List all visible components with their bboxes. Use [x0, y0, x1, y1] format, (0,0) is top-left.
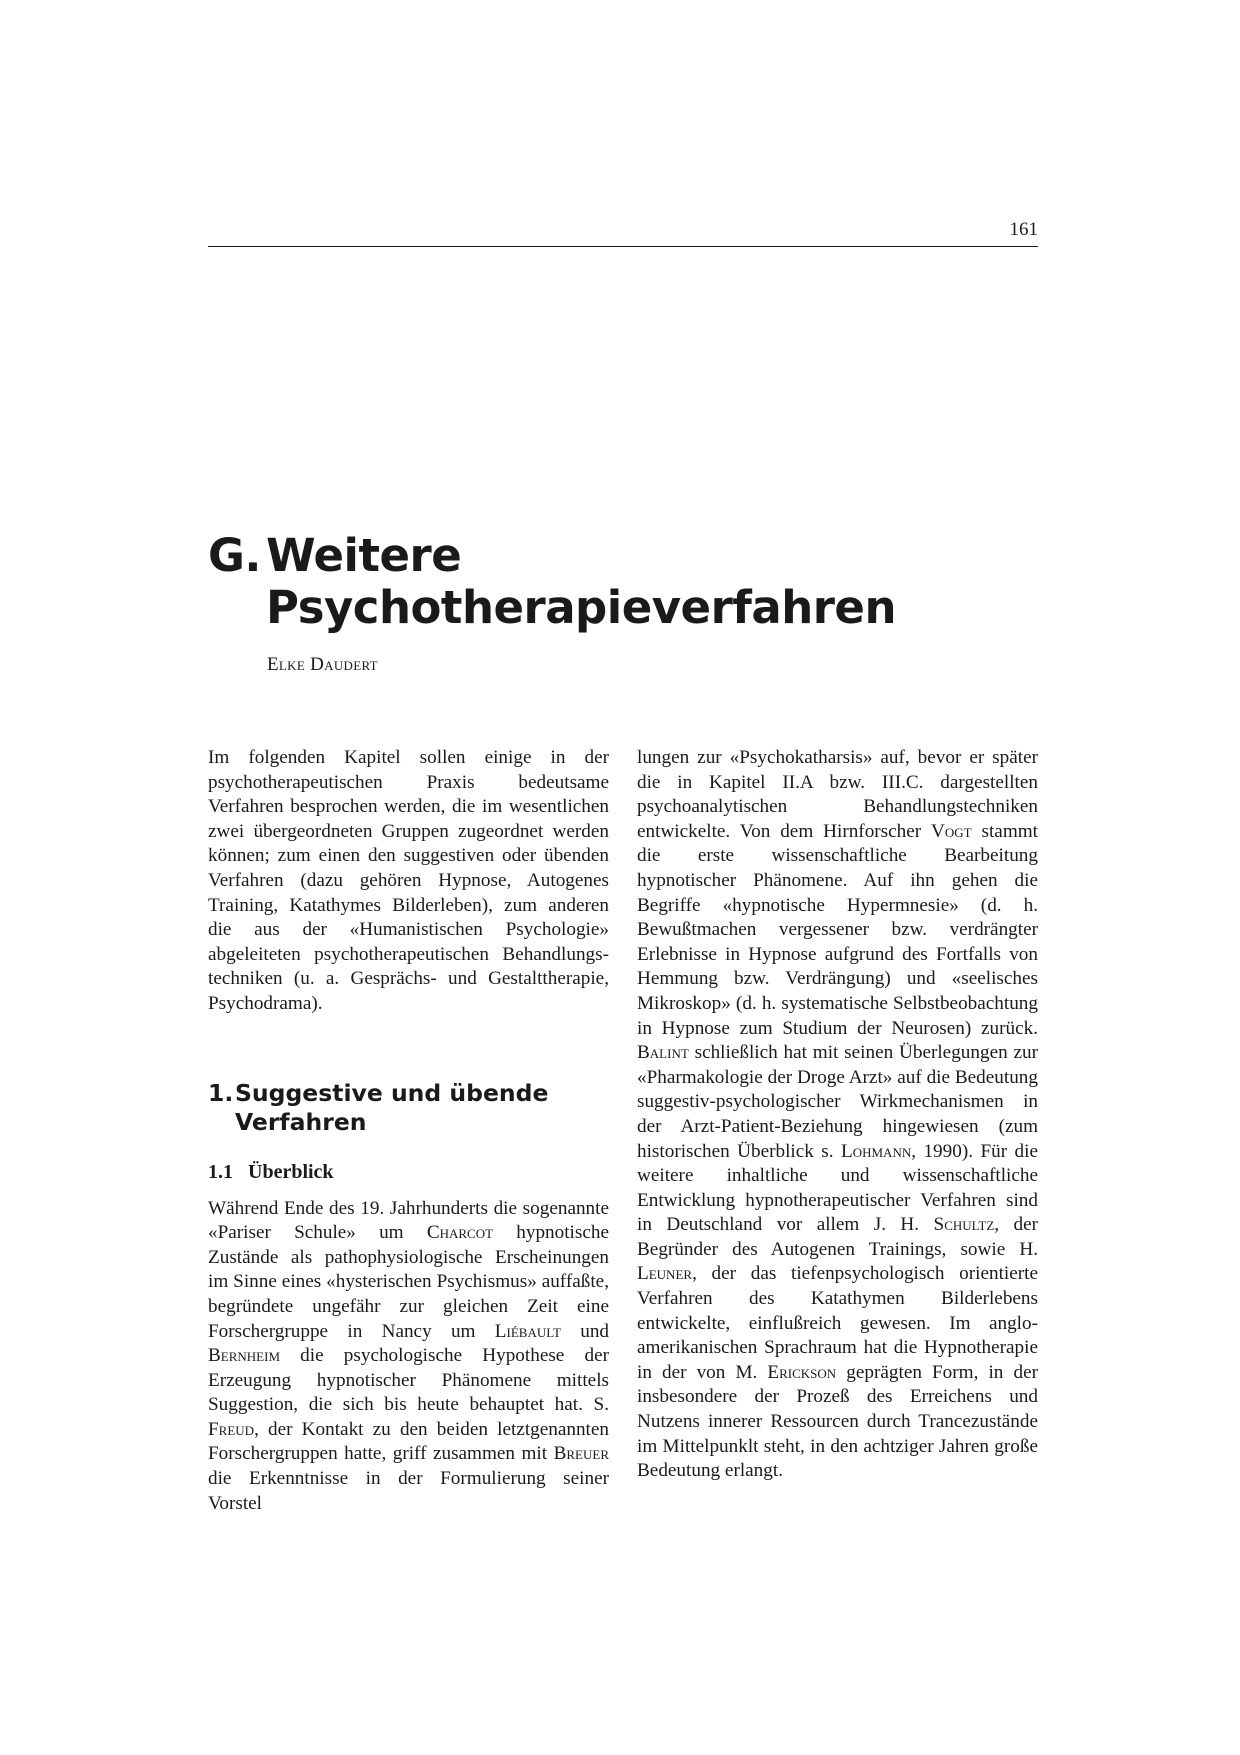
- left-column: [208, 746, 609, 1516]
- author-reference: Breuer: [553, 1443, 609, 1465]
- author-reference: Liébault: [494, 1320, 561, 1342]
- author-reference: Vogt: [931, 820, 972, 842]
- author-reference: Freud: [208, 1418, 255, 1440]
- subsection-heading: [208, 1159, 609, 1185]
- text-span: , 1990). Für die weitere inhaltliche und wissenschaftliche Entwicklung hypnotherapeutischer Verfahren sind in Deutschland vor allem J. H.: [637, 1140, 1038, 1236]
- text-span: , der Kontakt zu den beiden letztgenannten Forschergruppen hatte, griff zusammen mit: [208, 1418, 609, 1465]
- text-span: geprägten Form, in der insbesondere der Prozeß des Erreichens und Nutzens innerer Ressourcen durch Trancezustände im Mittelpunklt steht, in den achtziger Jahren große Bedeutung erlangt.: [637, 1361, 1038, 1482]
- subsection-number: 1.1: [208, 1160, 233, 1183]
- author-reference: Schultz: [933, 1214, 995, 1236]
- text-span: die psychologische Hypothese der Erzeugung hypnotischer Phänomene mittels Suggestion, die sich bis heute behauptet hat. S.: [208, 1345, 609, 1416]
- text-span: , der Begründer des Autogenen Trainings, sowie H.: [637, 1214, 1039, 1260]
- text-span: hypnotische Zustände als pathophysiologische Erscheinungen im Sinne eines «hysterischen Psychismus» auffaßte, begründete ungefähr zur gleichen Zeit eine Forschergruppe in Nancy um: [208, 1222, 609, 1342]
- chapter-number: G.: [208, 529, 262, 582]
- body-paragraph-right: [637, 746, 1038, 1484]
- author-reference: Bernheim: [208, 1345, 281, 1367]
- section-title-line1: Suggestive und übende: [235, 1078, 549, 1107]
- section-number: 1.: [208, 1078, 234, 1107]
- author-name: Elke Daudert: [267, 654, 378, 675]
- right-column: [637, 746, 1038, 1484]
- header-rule: [208, 246, 1038, 247]
- chapter-title: [208, 530, 1038, 634]
- author-reference: Erickson: [767, 1361, 837, 1383]
- text-span: , der das tiefenpsychologisch orientierte Verfahren des Katathymen Bilderlebens entwickelte, einflußreich gewesen. Im anglo-amerikanischen Sprachraum hat die Hypnotherapie in der von M.: [637, 1263, 1038, 1383]
- chapter-title-line2: Psychotherapieverfahren: [266, 581, 896, 634]
- text-span: schließlich hat mit seinen Überlegungen zur «Pharmakologie der Droge Arzt» auf die Bedeutung suggestiv-psychologischer Wirkmechanismen in der Arzt-Patient-Beziehung hingewiesen (zum historischen Überblick s.: [637, 1042, 1038, 1162]
- author-reference: Lohmann: [841, 1140, 912, 1162]
- page-number: 161: [1009, 219, 1038, 240]
- text-span: Während Ende des 19. Jahrhunderts die sogenannte «Pariser Schule» um: [208, 1197, 609, 1244]
- chapter-title-line1: Weitere: [266, 529, 462, 582]
- subsection-title: Überblick: [248, 1160, 334, 1183]
- section-heading: [208, 1079, 609, 1137]
- author-reference: Balint: [637, 1042, 689, 1064]
- section-title-line2: Verfahren: [235, 1107, 367, 1136]
- body-paragraph-left: [208, 1197, 609, 1517]
- text-span: und: [560, 1320, 609, 1342]
- text-span: lungen zur «Psychokatharsis» auf, bevor er später die in Kapitel II.A bzw. III.C. dargestellten psychoanalytischen Behandlungstechniken entwickelte. Von dem Hirnforscher: [637, 747, 1038, 842]
- text-span: die Erkenntnisse in der Formulierung seiner Vorstel: [208, 1468, 609, 1514]
- intro-paragraph: Im folgenden Kapitel sollen einige in der psychotherapeutischen Praxis bedeutsame Verfahren besprochen werden, die im wesentlichen zwei übergeordneten Gruppen zugeordnet werden können; zum einen den suggestiven oder übenden Verfahren (dazu gehören Hypnose, Autogenes Training, Katathymes Bilderleben), zum anderen die aus der «Humanistischen Psychologie» abgeleiteten psychotherapeutischen Behandlungstechniken (u. a. Gesprächs- und Gestalttherapie, Psychodrama).: [208, 747, 609, 1014]
- author-reference: Charcot: [426, 1222, 494, 1244]
- text-span: stammt die erste wissenschaftliche Bearbeitung hypnotischer Phänomene. Auf ihn gehen die Begriffe «hypnotische Hypermnesie» (d. h. Bewußtmachen vergessener bzw. verdrängter Erlebnisse in Hypnose aufgrund des Fortfalls von Hemmung bzw. Verdrängung) und «seelisches Mikroskop» (d. h. systematische Selbstbeobachtung in Hypnose zum Studium der Neurosen) zurück.: [637, 820, 1039, 1039]
- author-reference: Leuner: [637, 1263, 693, 1285]
